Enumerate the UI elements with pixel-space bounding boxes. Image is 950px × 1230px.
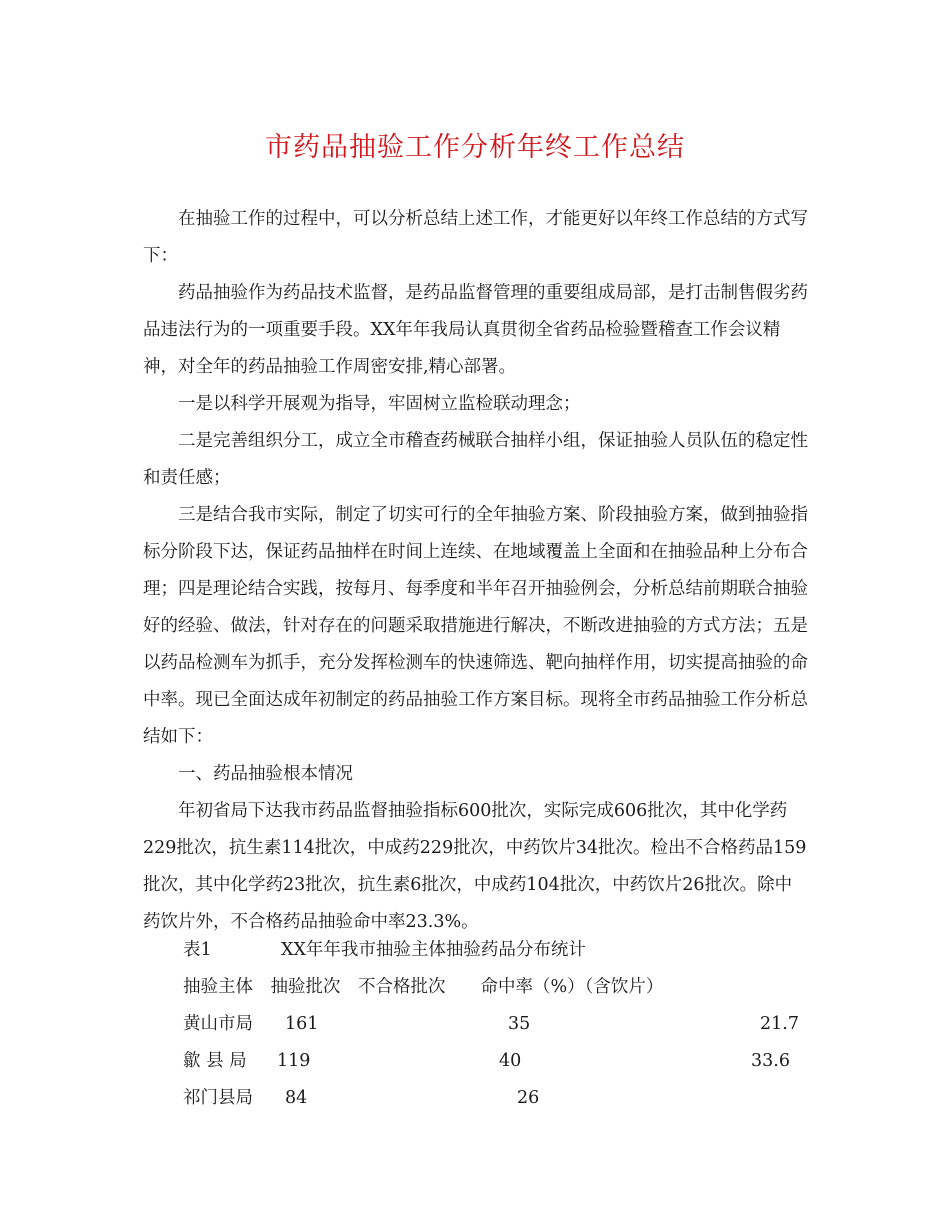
section-heading: 一、药品抽验根本情况 <box>178 764 353 784</box>
cell-failed: 26 <box>517 1088 540 1108</box>
paragraph-intro: 在抽验工作的过程中，可以分析总结上述工作，才能更好以年终工作总结的方式写下： <box>143 209 808 266</box>
paragraph-statistics: 年初省局下达我市药品监督抽验指标600批次，实际完成606批次，其中化学药229批次，抗生素114批次，中成药229批次，中药饮片34批次。检出不合格药品159批次，其中化学药23批次，抗生素6批次，中成药104批次，中药饮片26批次。除中药饮片外，不合格药品抽验命中率23.3%。 <box>143 801 807 932</box>
table-number: 表1 <box>183 940 212 960</box>
table-caption <box>183 932 586 969</box>
cell-batches: 84 <box>285 1088 308 1108</box>
paragraph-point-one: 一是以科学开展观为指导，牢固树立监检联动理念； <box>178 394 581 414</box>
cell-rate: 21.7 <box>760 1014 799 1034</box>
cell-batches: 119 <box>277 1051 311 1071</box>
cell-unit: 歙 县 局 <box>183 1051 247 1071</box>
document-body <box>143 201 808 941</box>
cell-unit: 祁门县局 <box>183 1088 253 1108</box>
paragraph-point-three: 三是结合我市实际，制定了切实可行的全年抽验方案、阶段抽验方案，做到抽验指标分阶段下达，保证药品抽样在时间上连续、在地域覆盖上全面和在抽验品种上分布合理；四是理论结合实践，按每月、每季度和半年召开抽验例会，分析总结前期联合抽验好的经验、做法，针对存在的问题采取措施进行解决，不断改进抽验的方式方法；五是以药品检测车为抓手，充分发挥检测车的快速筛选、靶向抽样作用，切实提高抽验的命中率。现已全面达成年初制定的药品抽验工作方案目标。现将全市药品抽验工作分析总结如下： <box>143 505 808 747</box>
cell-failed: 35 <box>508 1014 531 1034</box>
document-title: 市药品抽验工作分析年终工作总结 <box>265 132 685 163</box>
cell-rate: 33.6 <box>751 1051 790 1071</box>
table-caption-text: XX年年我市抽验主体抽验药品分布统计 <box>281 940 586 960</box>
cell-failed: 40 <box>499 1051 522 1071</box>
table-header-text: 抽验主体 抽验批次 不合格批次 命中率（%）（含饮片） <box>183 977 664 997</box>
cell-unit: 黄山市局 <box>183 1014 253 1034</box>
paragraph-point-two: 二是完善组织分工，成立全市稽查药械联合抽样小组，保证抽验人员队伍的稳定性和责任感； <box>143 431 808 488</box>
cell-batches: 161 <box>285 1014 319 1034</box>
paragraph-overview: 药品抽验作为药品技术监督，是药品监督管理的重要组成局部，是打击制售假劣药品违法行为的一项重要手段。XX年年我局认真贯彻全省药品检验暨稽查工作会议精神，对全年的药品抽验工作周密安排,精心部署。 <box>143 283 808 377</box>
